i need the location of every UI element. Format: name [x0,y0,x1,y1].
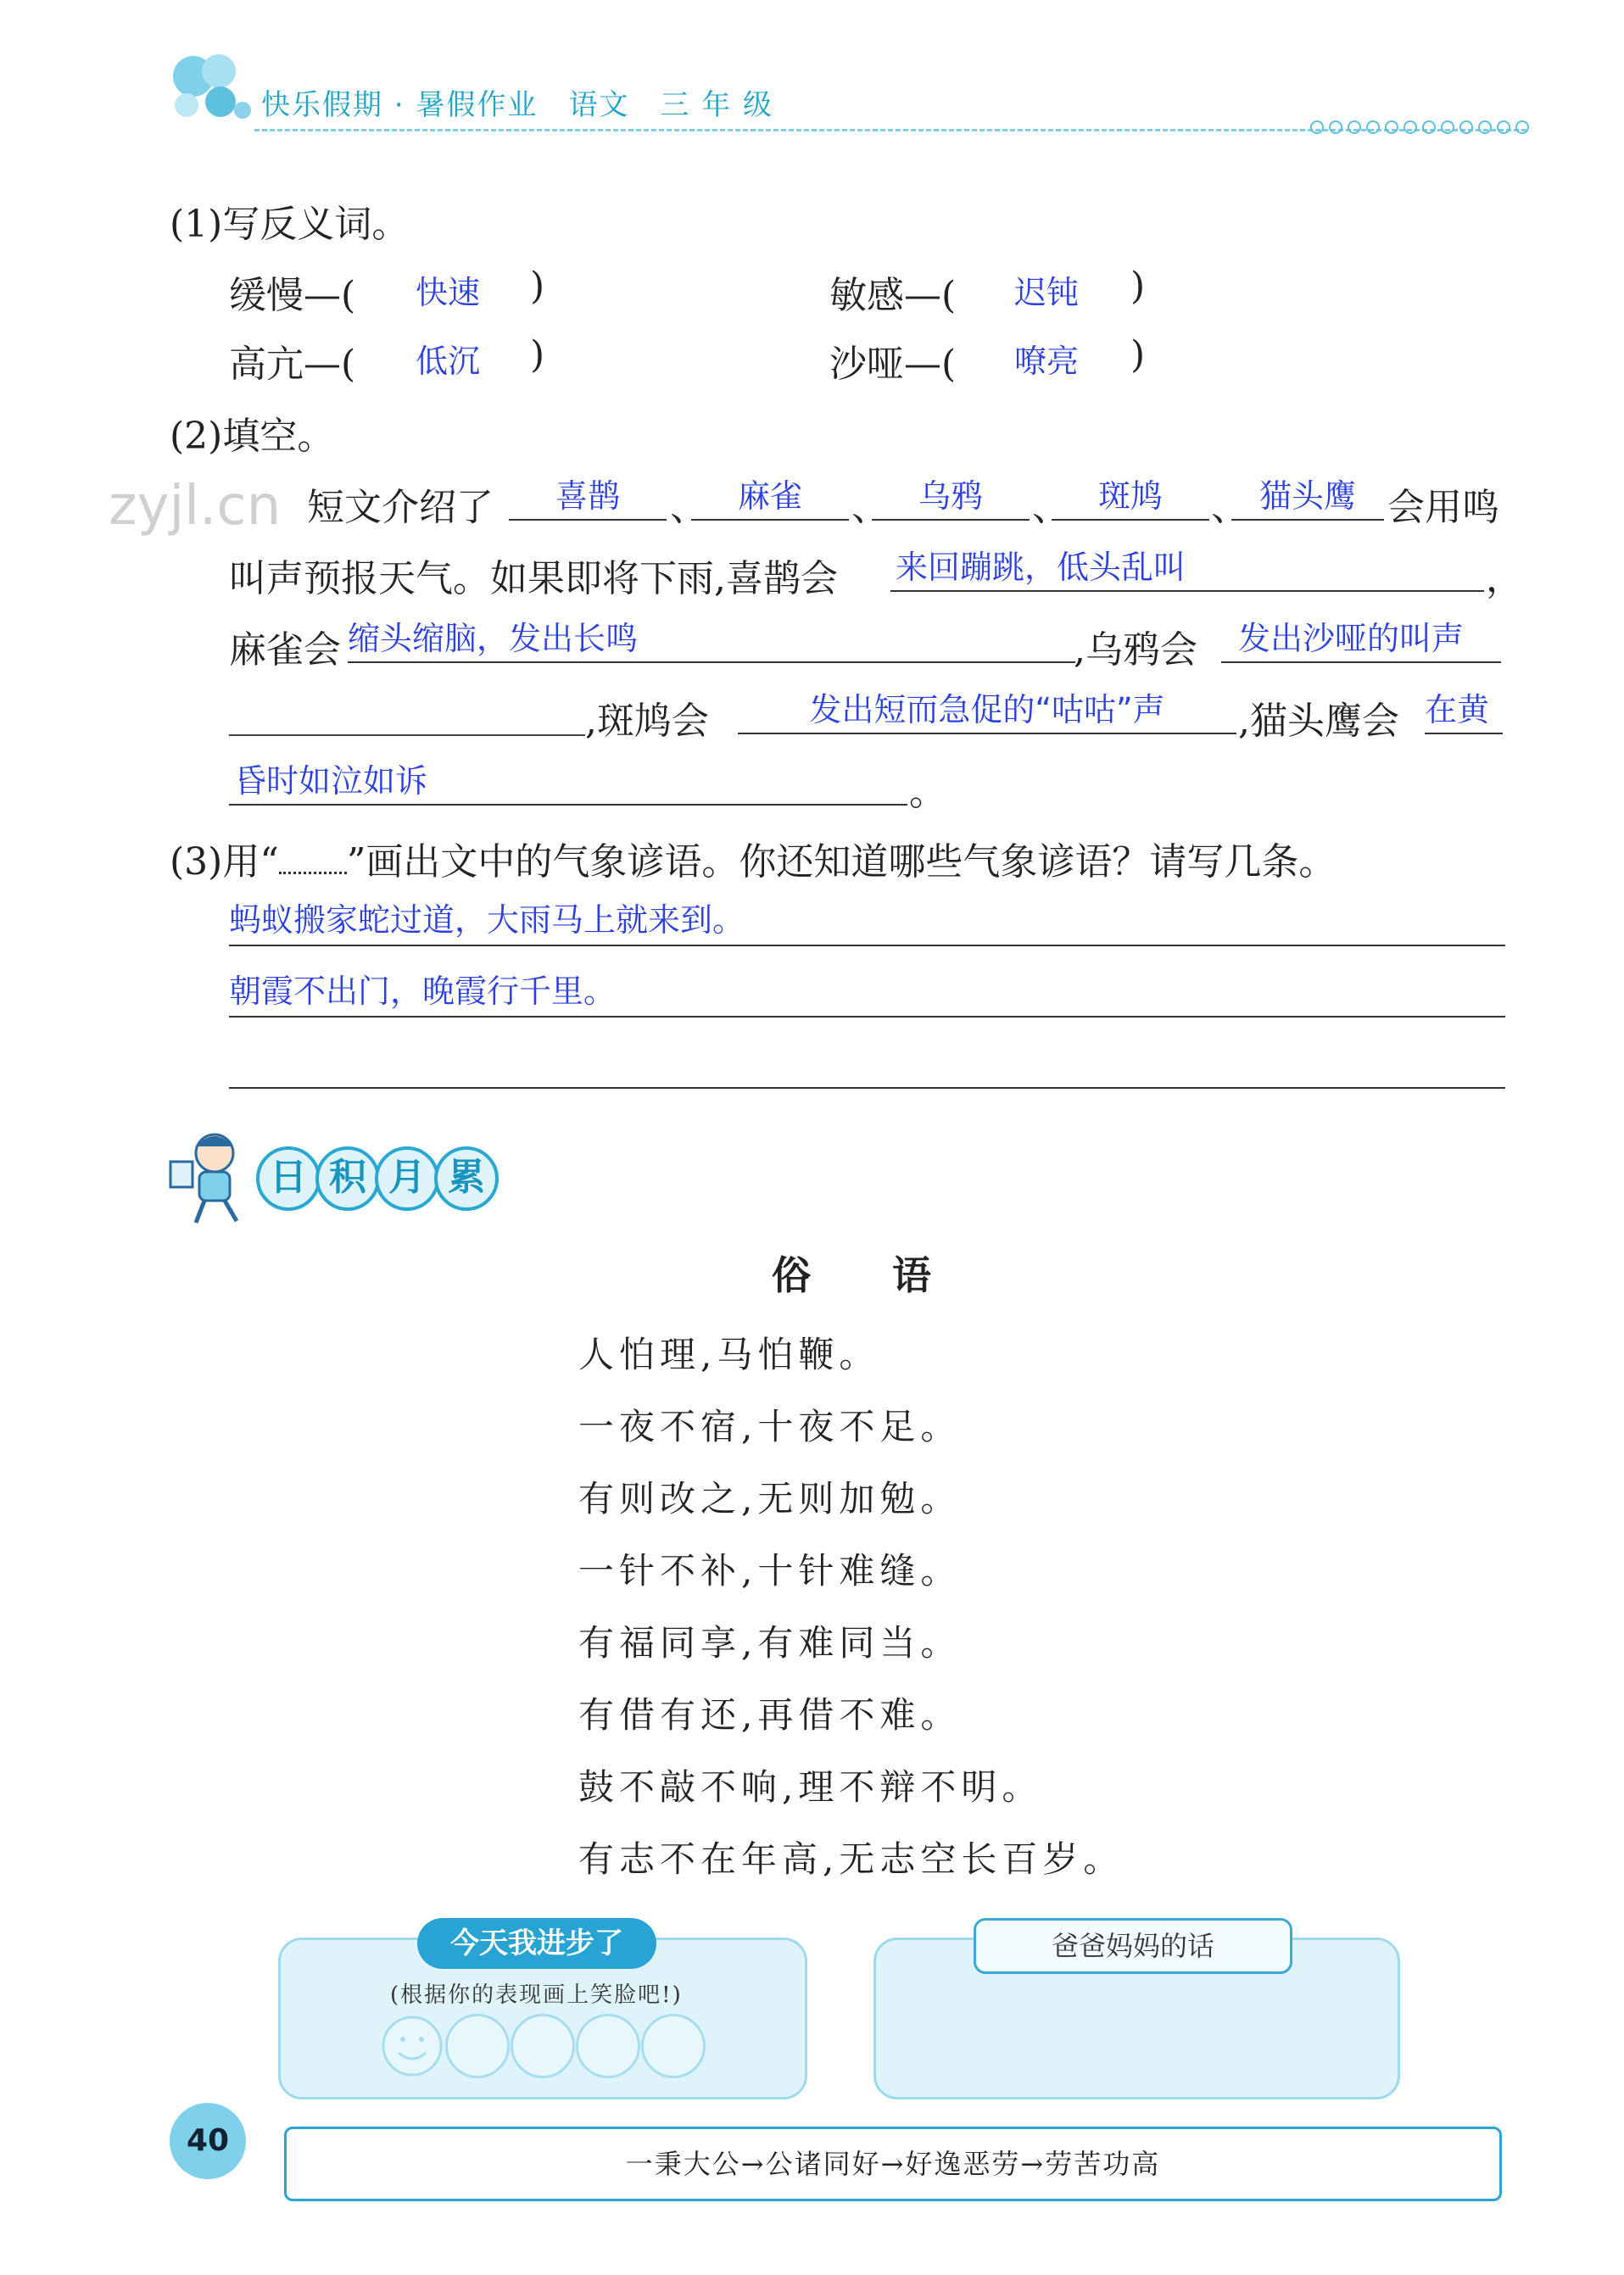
q2-text: 叫声预报天气。如果即将下雨,喜鹊会 [229,557,838,600]
sep: 、 [1032,486,1069,529]
proverb-title: 俗 语 [772,1252,966,1298]
antonym-item: 缓慢—( [229,274,356,317]
smiley-slot[interactable] [641,2014,706,2078]
q2-text: 。 [909,771,946,814]
q3-title: (3)用“ ”画出文中的气象谚语。你还知道哪些气象谚语？请写几条。 [170,840,1337,884]
parents-box-title: 爸爸妈妈的话 [974,1918,1292,1974]
proverb-line: 一夜不宿,十夜不足。 [578,1406,962,1447]
q2-text: ,乌鸦会 [1074,628,1197,672]
dove-blank: 发出短而急促的“咕咕”声 [738,687,1236,734]
crow-blank: 发出沙哑的叫声 [1221,616,1501,663]
smiley-slot[interactable] [445,2014,510,2078]
antonym-answer: 嘹亮 [1014,343,1080,380]
paren-close: ) [530,265,545,308]
smiley-slot[interactable] [511,2014,575,2078]
bird-blank: 麻雀 [691,473,849,521]
header-grade: 三 年 级 [660,88,774,122]
proverb-answer-line: 朝霞不出门，晚霞行千里。 [229,968,1505,1018]
sep: 、 [851,486,889,529]
sparrow-blank: 缩头缩脑，发出长鸣 [348,616,1075,663]
progress-box-hint: (根据你的表现画上笑脸吧!) [390,1982,683,2008]
q2-text: 会用鸣 [1387,486,1499,529]
section-char: 月 [375,1146,439,1211]
smiley-slot[interactable] [576,2014,640,2078]
proverb-line: 鼓不敲不响,理不辩不明。 [578,1766,1043,1808]
owl-blank: 在黄 [1425,687,1503,734]
bird-blank: 乌鸦 [872,473,1030,521]
page-number: 40 [170,2103,246,2179]
progress-box-title: 今天我进步了 [417,1918,656,1969]
header-subject: 语文 [568,88,630,122]
antonym-item: 高亢—( [229,343,356,386]
balloon-logo-icon [161,42,254,136]
answer-line [229,734,585,736]
antonym-answer: 快速 [416,274,481,311]
proverb-line: 一针不补,十针难缝。 [578,1550,962,1592]
antonym-answer: 迟钝 [1014,274,1080,311]
bird-blank: 猫头鹰 [1231,473,1384,521]
paren-close: ) [1130,265,1146,308]
header-dots [1310,120,1534,137]
q2-text: ， [1486,557,1523,600]
smiley-face-icon[interactable] [380,2014,444,2078]
magpie-blank: 来回蹦跳，低头乱叫 [890,544,1484,592]
header-title [261,81,804,123]
watermark: zyjl.cn [109,475,282,538]
proverb-answer-line [229,1040,1505,1089]
section-char: 累 [434,1146,499,1211]
q2-text: 麻雀会 [229,628,341,672]
q2-text: ,猫头鹰会 [1238,700,1399,743]
sep: 、 [1211,486,1248,529]
proverb-line: 有借有还,再借不难。 [578,1694,962,1736]
sep: 、 [670,486,707,529]
paren-close: ) [530,333,545,376]
proverb-answer-line: 蚂蚁搬家蛇过道，大雨马上就来到。 [229,897,1505,946]
q2-text: 短文介绍了 [307,486,494,529]
antonym-item: 敏感—( [829,274,957,317]
antonym-answer: 低沉 [416,343,481,380]
q1-title: (1)写反义词。 [170,203,410,246]
proverb-line: 人怕理,马怕鞭。 [578,1334,880,1375]
owl-blank-cont: 昏时如泣如诉 [229,758,907,806]
bird-blank: 喜鹊 [509,473,667,521]
proverb-line: 有则改之,无则加勉。 [578,1478,962,1519]
proverb-line: 有福同享,有难同当。 [578,1622,962,1664]
proverb-line: 有志不在年高,无志空长百岁。 [578,1838,1125,1880]
idiom-chain-banner: 一秉大公→公诸同好→好逸恶劳→劳苦功高 [284,2127,1502,2201]
q2-title: (2)填空。 [170,415,335,458]
section-char: 日 [256,1146,321,1211]
boy-mascot-icon [165,1128,254,1230]
q2-text: ,斑鸠会 [585,700,709,743]
bird-blank: 斑鸠 [1052,473,1209,521]
header-series: 快乐假期 · 暑假作业 [261,88,539,122]
antonym-item: 沙哑—( [829,343,957,386]
paren-close: ) [1130,333,1146,376]
section-char: 积 [315,1146,380,1211]
